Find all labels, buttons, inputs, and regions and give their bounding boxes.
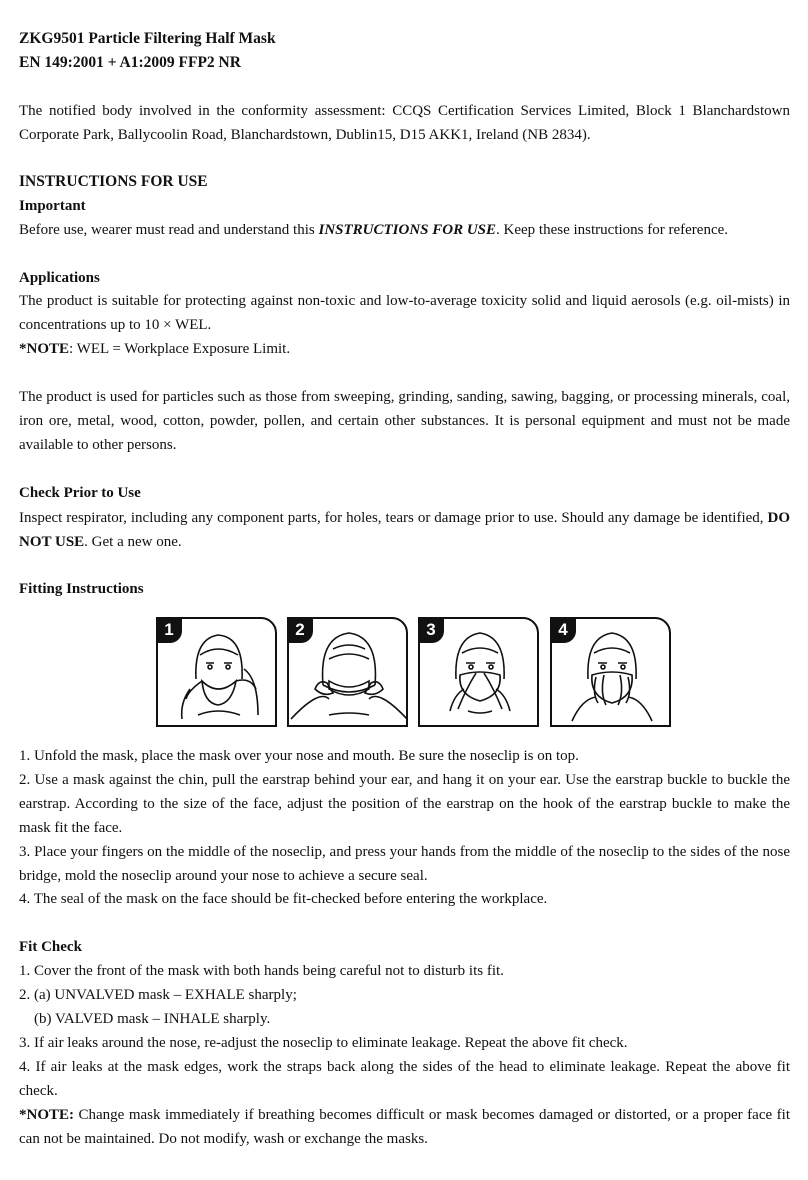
fit-check-note-text: Change mask immediately if breathing becomes difficult or mask becomes damaged or distorted, or a proper face fit can not be maintained. Do not modify, wash or exchange the masks.	[19, 1107, 790, 1147]
fitting-panel-2	[287, 617, 408, 727]
particles-paragraph: The product is used for particles such as those from sweeping, grinding, sanding, sawing, bagging, or processing minerals, coal, iron ore, metal, wood, cotton, powder, pollen, and certain other substances. It is personal equipment and must not be made available to other persons.	[19, 389, 790, 453]
fit-check-note	[19, 1103, 790, 1151]
fit-check-heading: Fit Check	[19, 939, 82, 955]
fit-check-item-4: 4. If air leaks at the mask edges, work the straps back along the sides of the head to eliminate leakage. Repeat the above fit check.	[19, 1059, 790, 1099]
important-text-post: . Keep these instructions for reference.	[496, 222, 729, 238]
panel-4-number: 4	[550, 617, 576, 643]
fit-check-item-2b: (b) VALVED mask – INHALE sharply.	[34, 1011, 271, 1027]
do-not-use-warning: DO NOT USE	[19, 510, 790, 550]
product-title: ZKG9501 Particle Filtering Half Mask	[19, 30, 276, 47]
note-text: : WEL = Workplace Exposure Limit.	[69, 341, 291, 357]
important-heading: Important	[19, 198, 86, 214]
check-text-post: . Get a new one.	[84, 534, 182, 550]
fit-check-item-3: 3. If air leaks around the nose, re-adjust the noseclip to eliminate leakage. Repeat the above fit check.	[19, 1035, 628, 1051]
fitting-step-4: 4. The seal of the mask on the face should be fit-checked before entering the workplace.	[19, 891, 548, 907]
fit-check-note-label: *NOTE:	[19, 1107, 75, 1123]
notified-body-paragraph: The notified body involved in the conformity assessment: CCQS Certification Services Limited, Block 1 Blanchardstown Corporate Park, Ballycoolin Road, Blanchardstown, Dublin15, D15 AKK1, Ireland (NB 2834).	[19, 103, 790, 143]
fitting-panel-1	[156, 617, 277, 727]
note-label: *NOTE	[19, 341, 70, 357]
panel-1-number: 1	[156, 617, 182, 643]
applications-note	[19, 337, 790, 361]
fitting-panel-4	[550, 617, 671, 727]
applications-heading: Applications	[19, 270, 100, 286]
fitting-heading: Fitting Instructions	[19, 581, 144, 597]
important-text-pre: Before use, wearer must read and understand this	[19, 222, 319, 238]
instructions-heading: INSTRUCTIONS FOR USE	[19, 173, 208, 190]
applications-paragraph: The product is suitable for protecting against non-toxic and low-to-average toxicity solid and liquid aerosols (e.g. oil-mists) in concentrations up to 10 × WEL.	[19, 293, 790, 333]
fitting-step-3: 3. Place your fingers on the middle of the noseclip, and press your hands from the middle of the noseclip to the sides of the nose bridge, mold the noseclip around your nose to achieve a secure seal.	[19, 844, 790, 884]
fitting-step-1: 1. Unfold the mask, place the mask over your nose and mouth. Be sure the noseclip is on top.	[19, 748, 579, 764]
important-paragraph	[19, 218, 790, 242]
panel-2-number: 2	[287, 617, 313, 643]
fitting-panel-3	[418, 617, 539, 727]
panel-3-number: 3	[418, 617, 444, 643]
fitting-step-2: 2. Use a mask against the chin, pull the earstrap behind your ear, and hang it on your ear. Use the earstrap buckle to buckle the earstrap. According to the size of the face, adjust the position of the earstrap on the hook of the earstrap buckle to make the mask fit the face.	[19, 772, 790, 836]
check-paragraph	[19, 506, 790, 554]
fit-check-item-1: 1. Cover the front of the mask with both hands being careful not to disturb its fit.	[19, 963, 504, 979]
check-text: Inspect respirator, including any component parts, for holes, tears or damage prior to use. Should any damage be identified,	[19, 510, 768, 526]
check-heading: Check Prior to Use	[19, 485, 141, 501]
important-emphasis: INSTRUCTIONS FOR USE	[318, 222, 497, 238]
fit-check-item-2a: 2. (a) UNVALVED mask – EXHALE sharply;	[19, 987, 297, 1003]
product-standard: EN 149:2001 + A1:2009 FFP2 NR	[19, 54, 241, 71]
fitting-illustration	[156, 617, 671, 727]
